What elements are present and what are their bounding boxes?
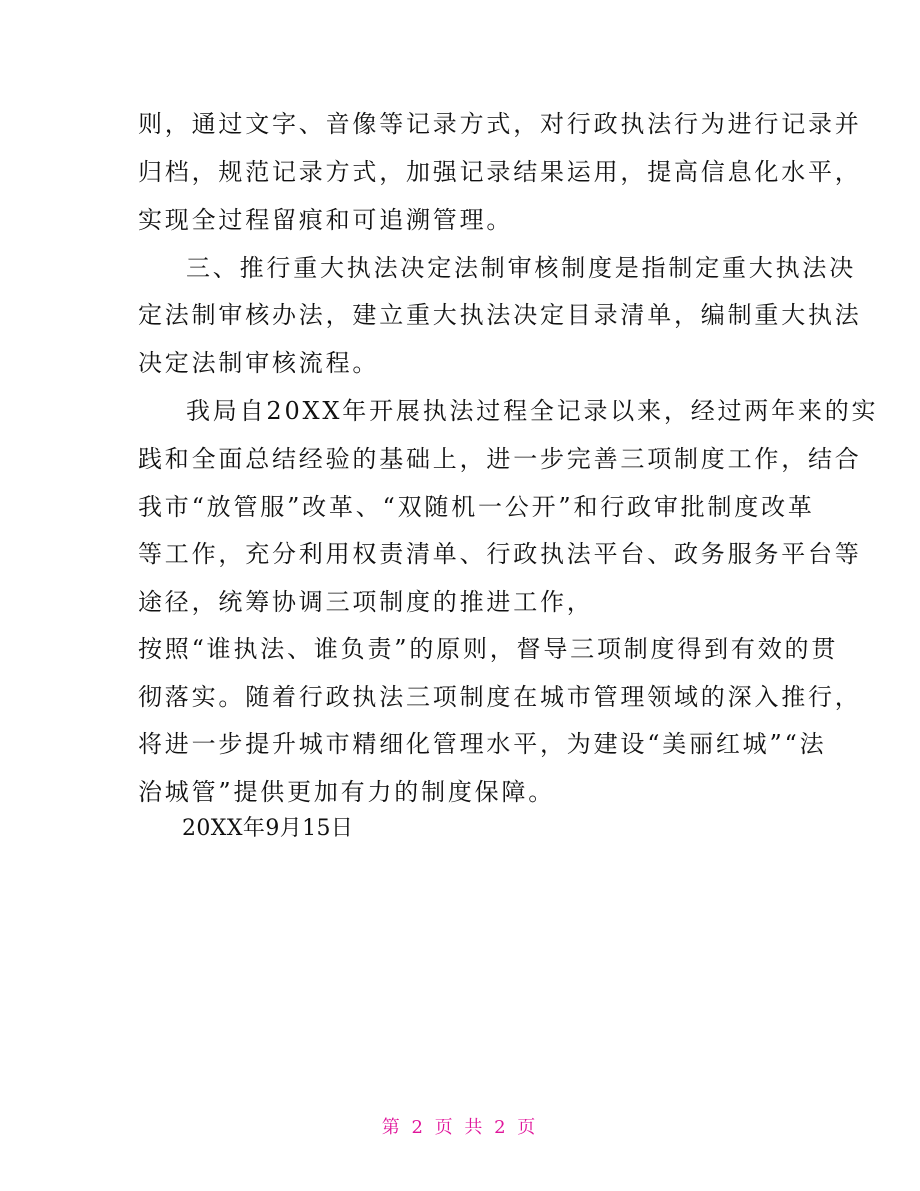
paragraph-line: 将进一步提升城市精细化管理水平，为建设“美丽红城”“法 [138, 730, 827, 758]
paragraph-line: 等工作，充分利用权责清单、行政执法平台、政务服务平台等 [138, 540, 862, 568]
paragraph-line: 按照“谁执法、谁负责”的原则，督导三项制度得到有效的贯 [138, 635, 839, 663]
paragraph-line: 践和全面总结经验的基础上，进一步完善三项制度工作，结合 [138, 445, 862, 473]
paragraph-line: 我局自20XX年开展执法过程全记录以来，经过两年来的实 [186, 397, 879, 425]
paragraph-line: 我市“放管服”改革、“双随机一公开”和行政审批制度改革 [138, 493, 815, 521]
paragraph-line: 决定法制审核流程。 [138, 349, 380, 377]
paragraph-line: 定法制审核办法，建立重大执法决定目录清单，编制重大执法 [138, 301, 862, 329]
paragraph-line: 归档，规范记录方式，加强记录结果运用，提高信息化水平， [138, 158, 862, 186]
paragraph-line: 三、推行重大执法决定法制审核制度是指制定重大执法决 [186, 254, 856, 282]
paragraph-line: 彻落实。随着行政执法三项制度在城市管理领域的深入推行， [138, 683, 862, 711]
paragraph-line: 治城管”提供更加有力的制度保障。 [138, 778, 556, 806]
paragraph-line: 则，通过文字、音像等记录方式，对行政执法行为进行记录并 [138, 110, 862, 138]
document-date: 20XX年9月15日 [182, 816, 354, 841]
page-footer: 第 2 页 共 2 页 [381, 1117, 539, 1138]
paragraph-line: 途径，统筹协调三项制度的推进工作， [138, 588, 594, 616]
paragraph-line: 实现全过程留痕和可追溯管理。 [138, 206, 514, 234]
